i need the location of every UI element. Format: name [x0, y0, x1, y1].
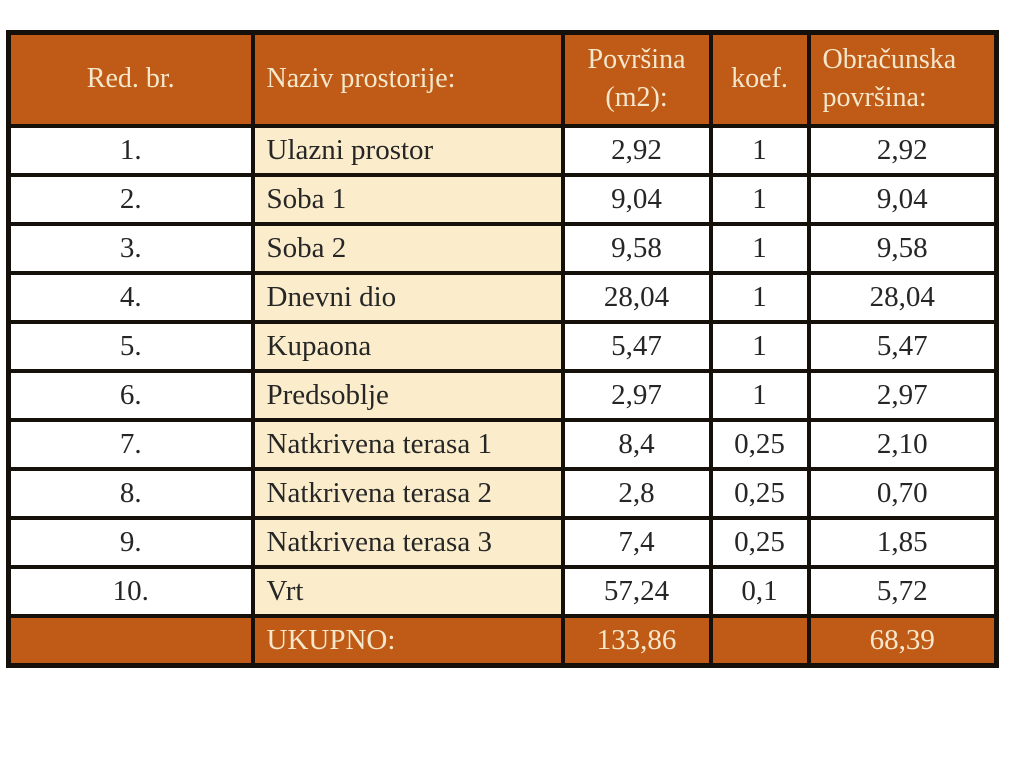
cell-obracunska: 5,47 — [809, 322, 997, 371]
cell-povrsina: 5,47 — [563, 322, 711, 371]
cell-red-br: 4. — [9, 273, 253, 322]
header-koef: koef. — [711, 33, 809, 126]
cell-povrsina: 8,4 — [563, 420, 711, 469]
cell-naziv: Ulazni prostor — [253, 126, 563, 175]
table-row — [9, 224, 997, 273]
table-row — [9, 518, 997, 567]
cell-obracunska: 2,97 — [809, 371, 997, 420]
cell-koef: 1 — [711, 322, 809, 371]
cell-naziv: Soba 2 — [253, 224, 563, 273]
total-obracunska: 68,39 — [809, 616, 997, 666]
table-row — [9, 469, 997, 518]
table-row — [9, 567, 997, 616]
total-povrsina: 133,86 — [563, 616, 711, 666]
table-row — [9, 420, 997, 469]
cell-povrsina: 9,04 — [563, 175, 711, 224]
cell-koef: 1 — [711, 175, 809, 224]
cell-povrsina: 2,97 — [563, 371, 711, 420]
cell-koef: 0,25 — [711, 420, 809, 469]
cell-povrsina: 28,04 — [563, 273, 711, 322]
area-calculation-table — [6, 30, 999, 668]
cell-red-br: 8. — [9, 469, 253, 518]
table-body — [9, 126, 997, 666]
cell-povrsina: 57,24 — [563, 567, 711, 616]
cell-obracunska: 2,10 — [809, 420, 997, 469]
cell-obracunska: 1,85 — [809, 518, 997, 567]
cell-red-br: 6. — [9, 371, 253, 420]
total-label: UKUPNO: — [253, 616, 563, 666]
cell-red-br: 9. — [9, 518, 253, 567]
cell-obracunska: 28,04 — [809, 273, 997, 322]
cell-koef: 0,25 — [711, 469, 809, 518]
cell-naziv: Vrt — [253, 567, 563, 616]
cell-naziv: Kupaona — [253, 322, 563, 371]
table-row — [9, 322, 997, 371]
cell-koef: 1 — [711, 126, 809, 175]
header-naziv-prostorije: Naziv prostorije: — [253, 33, 563, 126]
cell-koef: 1 — [711, 224, 809, 273]
cell-red-br: 2. — [9, 175, 253, 224]
header-obracunska-povrsina: Obračunska površina: — [809, 33, 997, 126]
cell-obracunska: 9,58 — [809, 224, 997, 273]
cell-naziv: Natkrivena terasa 3 — [253, 518, 563, 567]
cell-povrsina: 9,58 — [563, 224, 711, 273]
cell-naziv: Soba 1 — [253, 175, 563, 224]
cell-obracunska: 0,70 — [809, 469, 997, 518]
cell-koef: 1 — [711, 273, 809, 322]
cell-red-br: 3. — [9, 224, 253, 273]
cell-red-br: 5. — [9, 322, 253, 371]
calculation-table-container — [6, 30, 999, 668]
cell-povrsina: 2,92 — [563, 126, 711, 175]
cell-naziv: Natkrivena terasa 1 — [253, 420, 563, 469]
table-header — [9, 33, 997, 126]
cell-koef: 0,1 — [711, 567, 809, 616]
cell-naziv: Predsoblje — [253, 371, 563, 420]
total-empty-cell — [9, 616, 253, 666]
total-row — [9, 616, 997, 666]
header-povrsina: Površina (m2): — [563, 33, 711, 126]
header-row — [9, 33, 997, 126]
cell-naziv: Natkrivena terasa 2 — [253, 469, 563, 518]
cell-povrsina: 7,4 — [563, 518, 711, 567]
table-row — [9, 126, 997, 175]
table-row — [9, 371, 997, 420]
cell-red-br: 7. — [9, 420, 253, 469]
cell-koef: 0,25 — [711, 518, 809, 567]
cell-koef: 1 — [711, 371, 809, 420]
cell-obracunska: 5,72 — [809, 567, 997, 616]
cell-red-br: 1. — [9, 126, 253, 175]
cell-red-br: 10. — [9, 567, 253, 616]
table-row — [9, 273, 997, 322]
cell-obracunska: 2,92 — [809, 126, 997, 175]
header-red-br: Red. br. — [9, 33, 253, 126]
total-koef-empty — [711, 616, 809, 666]
cell-povrsina: 2,8 — [563, 469, 711, 518]
cell-obracunska: 9,04 — [809, 175, 997, 224]
table-row — [9, 175, 997, 224]
cell-naziv: Dnevni dio — [253, 273, 563, 322]
